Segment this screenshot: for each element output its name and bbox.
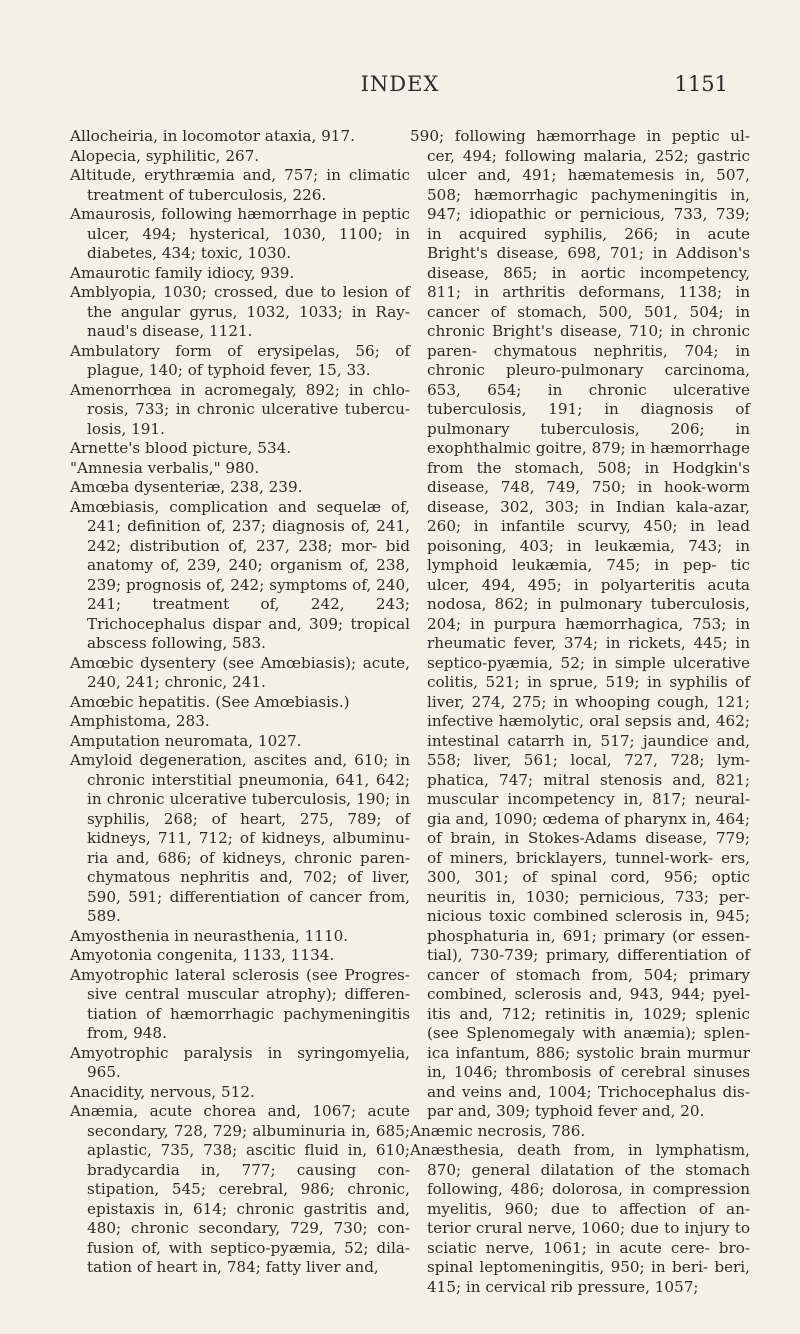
index-entry: Amyosthenia in neurasthenia, 1110.: [70, 926, 349, 945]
index-entry: Amenorrhœa in acromegaly, 892; in chlo- rosis, 733; in chronic ulcerative tubercu- losis, 191.: [70, 380, 410, 438]
index-entry: Amyloid degeneration, ascites and, 610; in chronic interstitial pneumonia, 641, 642; in chronic ulcerative tuberculosis, 190; in syphilis, 268; of heart, 275, 789; of kidneys, 711, 712; of kidneys, albuminu- ria and, 686; of kidneys, chronic paren- chymatous nephritis and, 702; of liver, 590, 591; differentiation of cancer from, 589.: [70, 751, 410, 925]
index-entry: Amputation neuromata, 1027.: [70, 731, 302, 750]
index-entry: Amphistoma, 283.: [70, 712, 210, 730]
index-entry: Amœbiasis, complication and sequelæ of, 241; definition of, 237; diagnosis of, 241, 242; distribution of, 237, 238; mor- bid anatomy of, 239, 240; organism of, 238, 239; prognosis of, 242; symptoms of, 240, 241; treatment of, 242, 243; Trichocephalus dispar and, 309; tropical abscess following, 583.: [70, 497, 410, 652]
index-entry: Anæsthesia, death from, in lymphatism, 870; general dilatation of the stomach following, 486; dolorosa, in compression myelitis, 960; due to affection of an- terior crural nerve, 1060; due to injury to sciatic nerve, 1061; in acute cere- bro-spinal leptomeningitis, 950; in beri- beri, 415; in cervical rib pressure, 1057;: [410, 1141, 750, 1296]
index-entry: Alopecia, syphilitic, 267.: [70, 146, 260, 165]
index-entry: Ambulatory form of erysipelas, 56; of plague, 140; of typhoid fever, 15, 33.: [70, 341, 410, 379]
index-entry: Anæmic necrosis, 786.: [410, 1121, 586, 1140]
index-entry: Amœba dysenteriæ, 238, 239.: [70, 478, 303, 496]
index-entry: "Amnesia verbalis," 980.: [70, 458, 260, 477]
page-header: [70, 72, 730, 102]
page-number: 1151: [674, 72, 728, 96]
left-column: [70, 127, 410, 1278]
index-entry: 590; following hæmorrhage in peptic ul- cer, 494; following malaria, 252; gastric ulcer and, 491; hæmatemesis in, 507, 508; hæmorrhagic pachymeningitis in, 947; idiopathic or pernicious, 733, 739; in acquired syphilis, 266; in acute Bright's disease, 698, 701; in Addison's disease, 865; in aortic incompetency, 811; in arthritis deformans, 1138; in cancer of stomach, 500, 501, 504; in chronic Bright's disease, 710; in chronic paren- chymatous nephritis, 704; in chronic pleuro-pulmonary carcinoma, 653, 654; in chronic ulcerative tuberculosis, 191; in diagnosis of pulmonary tuberculosis, 206; in exophthalmic goitre, 879; in hæmorrhage from the stomach, 508; in Hodgkin's disease, 748, 749, 750; in hook-worm disease, 302, 303; in Indian kala-azar, 260; in infantile scurvy, 450; in lead poisoning, 403; in leukæmia, 743; in lymphoid leukæmia, 745; in pep- tic ulcer, 494, 495; in polyarteritis acuta nodosa, 862; in pulmonary tuberculosis, 204; in purpura hæmorrhagica, 753; in rheumatic fever, 374; in rickets, 445; in septico-pyæmia, 52; in simple ulcerative colitis, 521; in sprue, 519; in syphilis of liver, 274, 275; in whooping cough, 121; infective hæmolytic, oral sepsis and, 462; intestinal catarrh in, 517; jaundice and, 558; liver, 561; local, 727, 728; lym- phatica, 747; mitral stenosis and, 821; muscular incompetency in, 817; neural- gia and, 1090; œdema of pharynx in, 464; of brain, in Stokes-Adams disease, 779; of miners, bricklayers, tunnel-work- ers, 300, 301; of spinal cord, 956; optic neuritis in, 1030; pernicious, 733; per- nicious toxic combined sclerosis in, 945; phosphaturia in, 691; primary (or essen- tial), 730-739; primary, differentiation of cancer of stomach from, 504; primary combined, sclerosis and, 943, 944; pyel- itis and, 712; retinitis in, 1029; splenic (see Splenomegaly with anæmia); splen- ica infantum, 886; systolic brain murmur in, 1046; thrombosis of cerebral sinuses and veins and, 1004; Trichocephalus dis- par and, 309; typhoid fever and, 20.: [410, 127, 750, 1120]
index-entry: Anacidity, nervous, 512.: [70, 1082, 255, 1101]
index-entry: Amaurotic family idiocy, 939.: [70, 263, 295, 282]
right-column: [410, 127, 750, 1297]
index-entry: Altitude, erythræmia and, 757; in climatic treatment of tuberculosis, 226.: [70, 166, 410, 204]
index-entry: Allocheiria, in locomotor ataxia, 917.: [70, 127, 355, 145]
index-entry: Amyotrophic paralysis in syringomyelia, 965.: [70, 1043, 410, 1081]
index-entry: Arnette's blood picture, 534.: [70, 439, 292, 457]
index-entry: Amœbic dysentery (see Amœbiasis); acute, 240, 241; chronic, 241.: [70, 653, 410, 691]
index-entry: Amaurosis, following hæmorrhage in peptic ulcer, 494; hysterical, 1030, 1100; in diabetes, 434; toxic, 1030.: [70, 205, 410, 262]
index-entry: Amyotonia congenita, 1133, 1134.: [70, 946, 335, 964]
index-entry: Amyotrophic lateral sclerosis (see Progres- sive central muscular atrophy); differen- tiation of hæmorrhagic pachymeningitis from, 948.: [70, 965, 410, 1042]
index-entry: Amblyopia, 1030; crossed, due to lesion of the angular gyrus, 1032, 1033; in Ray- naud's disease, 1121.: [70, 283, 410, 340]
index-entry: Amœbic hepatitis. (See Amœbiasis.): [70, 692, 350, 711]
running-head-title: INDEX: [360, 72, 440, 96]
index-entry: Anæmia, acute chorea and, 1067; acute secondary, 728, 729; albuminuria in, 685; aplastic, 735, 738; ascitic fluid in, 610; bradycardia in, 777; causing con- stipation, 545; cerebral, 986; chronic, epistaxis in, 614; chronic gastritis and, 480; chronic secondary, 729, 730; con- fusion of, with septico-pyæmia, 52; dila- tation of heart in, 784; fatty liver and,: [70, 1102, 410, 1276]
